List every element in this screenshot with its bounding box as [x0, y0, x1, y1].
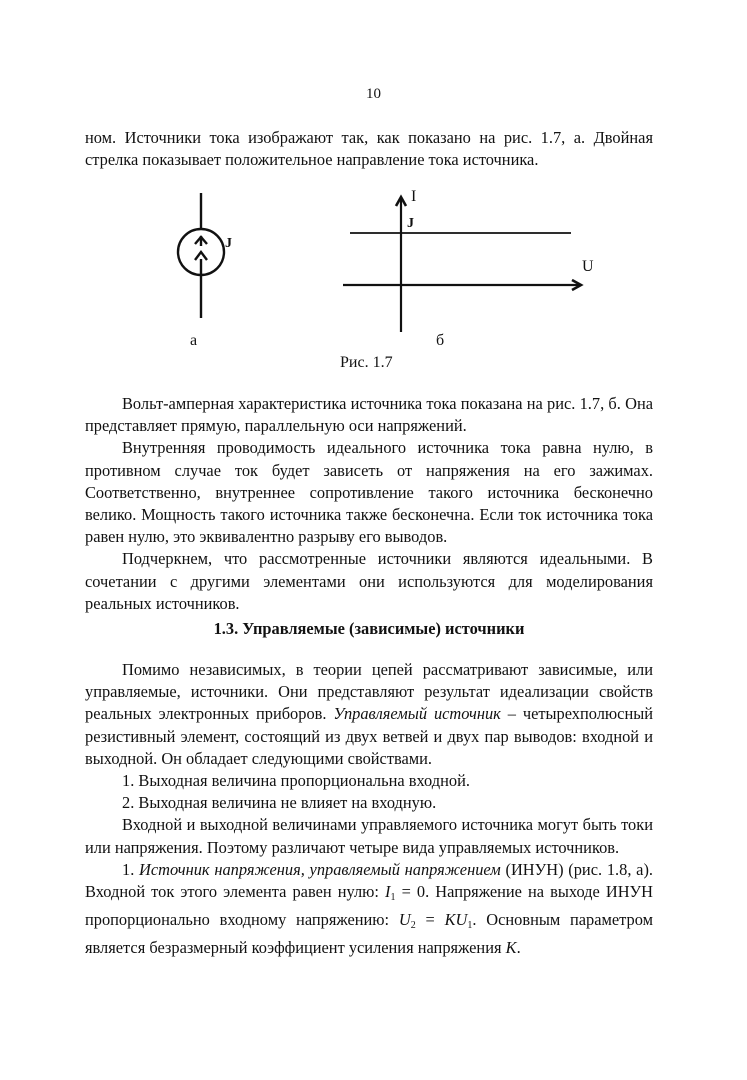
figure-1-7: [0, 0, 747, 400]
intro-paragraph: [85, 127, 653, 171]
figure-caption: Рис. 1.7: [340, 354, 393, 371]
source-label-j: J: [225, 236, 232, 251]
panel-b-label: б: [436, 332, 445, 349]
paragraph-ideal: Подчеркнем, что рассмотренные источники являются идеальными. В сочетании с другими элементами они используются для моделирования реальных источников.: [85, 549, 653, 613]
page-number: 10: [366, 86, 381, 102]
y-axis-label-i: I: [411, 188, 417, 205]
body-text-block-2: [85, 659, 653, 960]
list-item: 2. Выходная величина не влияет на входную.: [122, 793, 437, 813]
list-item: 1. Выходная величина пропорциональна входной.: [122, 771, 470, 791]
intro-text: ном. Источники тока изображают так, как показано на рис. 1.7, а. Двойная стрелка показывает положительное направление тока источника.: [85, 128, 653, 170]
term-controlled-source: Управляемый источник: [333, 704, 501, 724]
current-source-icon: [178, 193, 224, 318]
paragraph-vac: Вольт-амперная характеристика источника тока показана на рис. 1.7, б. Она представляет прямую, параллельную оси напряжений.: [85, 394, 653, 436]
paragraph-conductance: Внутренняя проводимость идеального источника тока равна нулю, в противном случае ток будет зависеть от напряжения на его зажимах. Соответственно, внутреннее сопротивление такого источника бесконечно велико. Мощность такого источника также бесконечна. Если ток источника тока равен нулю, это эквивалентно разрыву его выводов.: [85, 438, 653, 547]
level-label-j: J: [407, 216, 414, 231]
paragraph-inun: 1. Источник напряжения, управляемый напряжением (ИНУН) (рис. 1.8, а). Входной ток этого элемента равен нулю: $I_1 = 0$. Напряжение на выходе ИНУН пропорционально входному напряжению: $U_2 = KU_1$. Основным параметром является безразмерный коэффициент усиления напряжения K.: [85, 859, 653, 958]
body-text-block-1: [85, 393, 653, 615]
panel-a-label: а: [190, 332, 198, 349]
x-axis-label-u: U: [582, 258, 594, 275]
paragraph-types: Входной и выходной величинами управляемого источника могут быть токи или напряжения. Поэтому различают четыре вида управляемых источников.: [85, 815, 653, 857]
term-inun: Источник напряжения, управляемый напряжением: [139, 859, 501, 879]
section-heading: 1.3. Управляемые (зависимые) источники: [213, 619, 525, 638]
paragraph-dependent-sources: Помимо независимых, в теории цепей рассматривают зависимые, или управляемые, источники. Они представляют результат идеализации свойств реальных электронных приборов. Управляемый источник – четырехполюсный резистивный элемент, состоящий из двух ветвей и двух пар выводов: входной и выходной. Он обладает следующими свойствами.: [85, 660, 654, 768]
vac-graph: [343, 197, 581, 332]
